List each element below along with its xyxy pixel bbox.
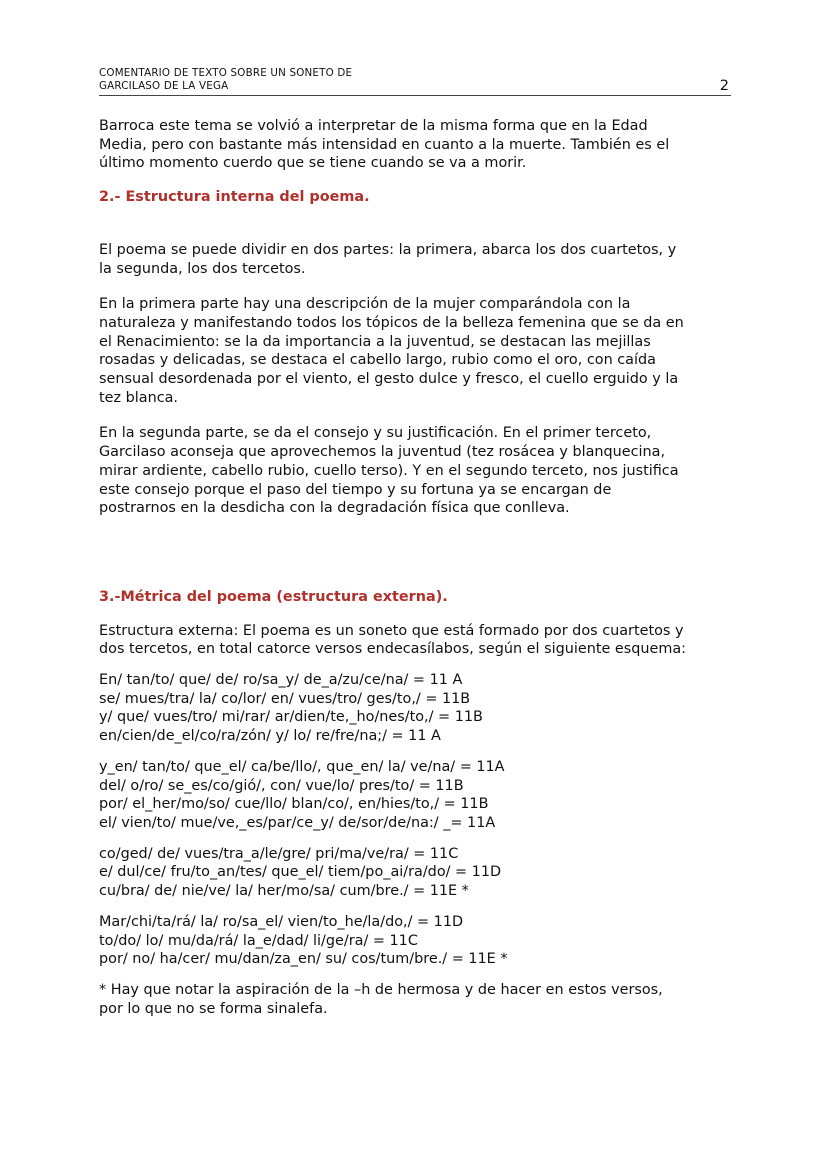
text-line: mirar ardiente, cabello rubio, cuello terso). Y en el segundo terceto, nos justifica (99, 462, 679, 479)
verse-line: e/ dul/ce/ fru/to_an/tes/ que_el/ tiem/po_ai/ra/do/ = 11D (99, 864, 502, 881)
text-line: En la primera parte hay una descripción de la mujer comparándola con la (99, 296, 631, 313)
section-3-heading: 3.-Métrica del poema (estructura externa). (99, 588, 448, 605)
verse-line: co/ged/ de/ vues/tra_a/le/gre/ pri/ma/ve/ra/ = 11C (99, 845, 459, 862)
stanza-2 (99, 758, 739, 833)
verse-line: y_en/ tan/to/ que_el/ ca/be/llo/, que_en/ la/ ve/na/ = 11A (99, 758, 505, 775)
stanza-1 (99, 671, 739, 746)
section-2-heading: 2.- Estructura interna del poema. (99, 189, 370, 206)
section-2-paragraph-1 (99, 241, 739, 278)
verse-line: por/ no/ ha/cer/ mu/dan/za_en/ su/ cos/tum/bre./ = 11E * (99, 951, 508, 968)
section-3-paragraph-1 (99, 622, 739, 659)
section-2-paragraph-3 (99, 424, 739, 518)
text-line: este consejo porque el paso del tiempo y su fortuna ya se encargan de (99, 481, 612, 498)
header-line-1: COMENTARIO DE TEXTO SOBRE UN SONETO DE (99, 67, 353, 79)
text-line: Garcilaso aconseja que aprovechemos la juventud (tez rosácea y blanquecina, (99, 444, 666, 461)
text-line: Media, pero con bastante más intensidad en cuanto a la muerte. También es el (99, 136, 670, 153)
text-line: El poema se puede dividir en dos partes: la primera, abarca los dos cuartetos, y (99, 241, 677, 258)
verse-line: to/do/ lo/ mu/da/rá/ la_e/dad/ li/ge/ra/ = 11C (99, 932, 418, 949)
section-2-paragraph-2 (99, 295, 739, 407)
verse-line: y/ que/ vues/tro/ mi/rar/ ar/dien/te,_ho/nes/to,/ = 11B (99, 709, 483, 726)
verse-line: por/ el_her/mo/so/ cue/llo/ blan/co/, en/hies/to,/ = 11B (99, 796, 489, 813)
text-line: rosadas y delicadas, se destaca el cabello largo, rubio como el oro, con caída (99, 352, 656, 369)
text-line: el Renacimiento: se la da importancia a la juventud, se destacan las mejillas (99, 333, 651, 350)
verse-line: En/ tan/to/ que/ de/ ro/sa_y/ de_a/zu/ce/na/ = 11 A (99, 672, 463, 689)
verse-line: se/ mues/tra/ la/ co/lor/ en/ vues/tro/ ges/to,/ = 11B (99, 690, 471, 707)
header-title (99, 67, 731, 93)
text-line: * Hay que notar la aspiración de la –h de hermosa y de hacer en estos versos, (99, 981, 663, 998)
verse-line: Mar/chi/ta/rá/ la/ ro/sa_el/ vien/to_he/la/do,/ = 11D (99, 913, 464, 930)
footnote (99, 981, 739, 1018)
verse-line: el/ vien/to/ mue/ve,_es/par/ce_y/ de/sor/de/na:/ _= 11A (99, 814, 496, 831)
text-line: dos tercetos, en total catorce versos endecasílabos, según el siguiente esquema: (99, 641, 687, 658)
text-line: Barroca este tema se volvió a interpretar de la misma forma que en la Edad (99, 118, 648, 134)
verse-line: cu/bra/ de/ nie/ve/ la/ her/mo/sa/ cum/bre./ = 11E * (99, 883, 469, 900)
text-line: Estructura externa: El poema es un soneto que está formado por dos cuartetos y (99, 622, 684, 639)
page-header (99, 67, 731, 96)
text-line: la segunda, los dos tercetos. (99, 260, 306, 277)
intro-paragraph (99, 117, 739, 173)
page-number: 2 (719, 78, 729, 94)
document-body (99, 117, 739, 1018)
verse-line: del/ o/ro/ se_es/co/gió/, con/ vue/lo/ pres/to/ = 11B (99, 777, 464, 794)
text-line: por lo que no se forma sinalefa. (99, 1000, 328, 1017)
text-line: postrarnos en la desdicha con la degradación física que conlleva. (99, 500, 570, 517)
text-line: sensual desordenada por el viento, el gesto dulce y fresco, el cuello erguido y la (99, 371, 679, 388)
text-line: En la segunda parte, se da el consejo y su justificación. En el primer terceto, (99, 425, 652, 442)
stanza-3 (99, 845, 739, 901)
header-line-2: GARCILASO DE LA VEGA (99, 80, 229, 92)
text-line: tez blanca. (99, 389, 179, 406)
text-line: último momento cuerdo que se tiene cuando se va a morir. (99, 155, 527, 172)
verse-line: en/cien/de_el/co/ra/zón/ y/ lo/ re/fre/na;/ = 11 A (99, 728, 441, 745)
stanza-4 (99, 913, 739, 969)
text-line: naturaleza y manifestando todos los tópicos de la belleza femenina que se da en (99, 314, 684, 331)
